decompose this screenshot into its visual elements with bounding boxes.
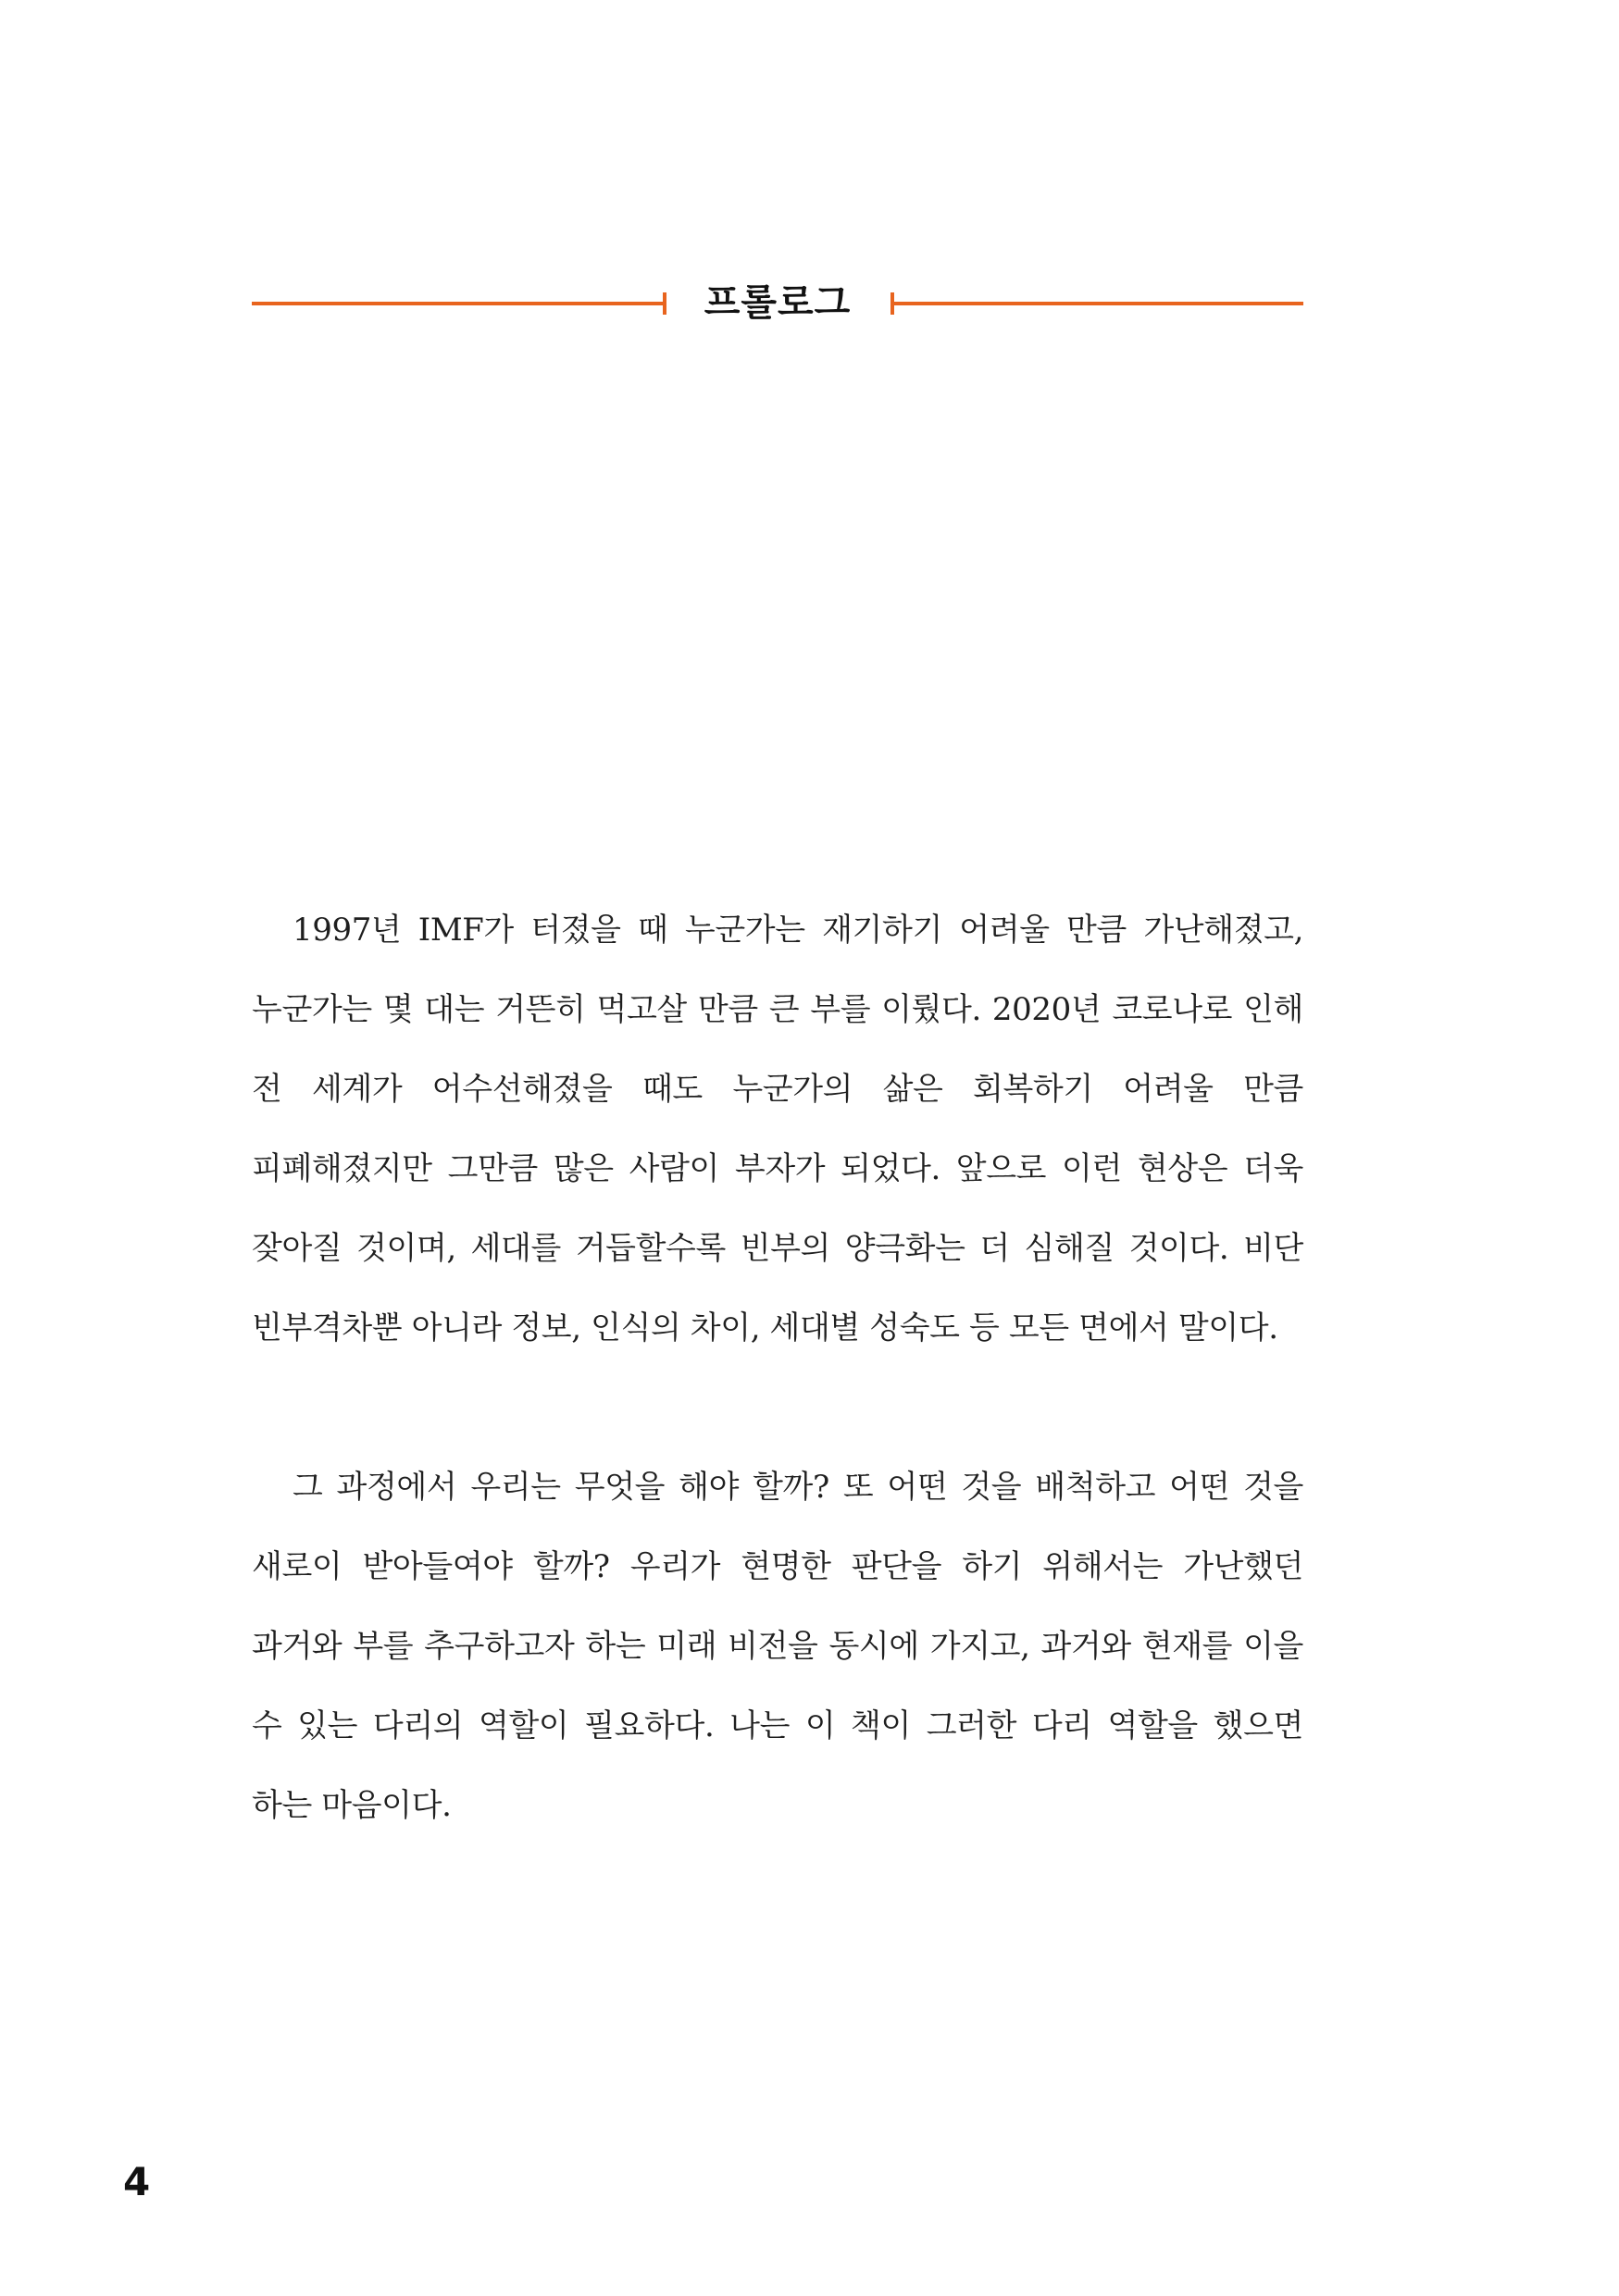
body-text (252, 890, 1303, 1845)
page-number: 4 (123, 2159, 151, 2204)
prologue-header (252, 270, 1303, 335)
header-rule-right (890, 302, 1303, 305)
paragraph-1: 1997년 IMF가 터졌을 때 누군가는 재기하기 어려울 만큼 가난해졌고, 누군가는 몇 대는 거뜬히 먹고살 만큼 큰 부를 이뤘다. 2020년 코로나로 인해 전 세계가 어수선해졌을 때도 누군가의 삶은 회복하기 어려울 만큼 피폐해졌지만 그만큼 많은 사람이 부자가 되었다. 앞으로 이런 현상은 더욱 잦아질 것이며, 세대를 거듭할수록 빈부의 양극화는 더 심해질 것이다. 비단 빈부격차뿐 아니라 정보, 인식의 차이, 세대별 성숙도 등 모든 면에서 말이다. (252, 912, 1303, 1347)
header-rule-left (252, 302, 665, 305)
paragraph-2: 그 과정에서 우리는 무엇을 해야 할까? 또 어떤 것을 배척하고 어떤 것을 새로이 받아들여야 할까? 우리가 현명한 판단을 하기 위해서는 가난했던 과거와 부를 추구하고자 하는 미래 비전을 동시에 가지고, 과거와 현재를 이을 수 있는 다리의 역할이 필요하다. 나는 이 책이 그러한 다리 역할을 했으면 하는 마음이다. (252, 1469, 1303, 1824)
chapter-title: 프롤로그 (704, 281, 852, 324)
